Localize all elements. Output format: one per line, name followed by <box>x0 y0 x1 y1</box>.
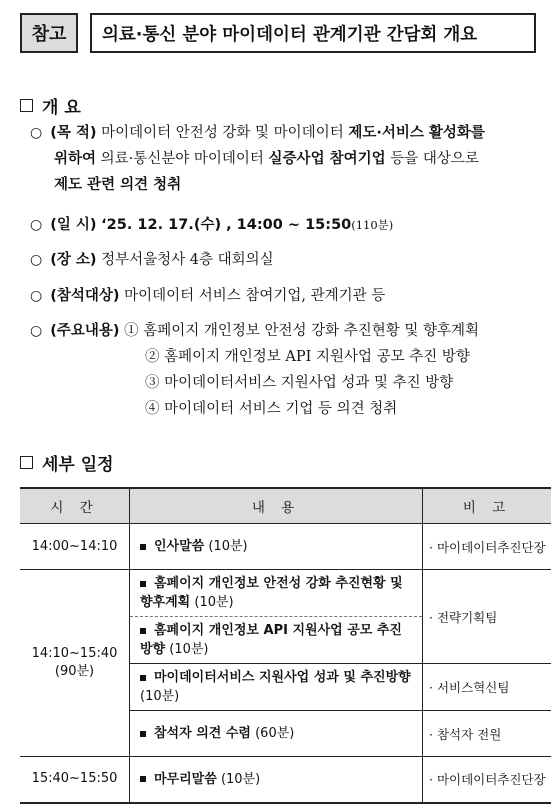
note-cell: · 참석자 전원 <box>423 711 552 757</box>
contents-line-1: ① 홈페이지 개인정보 안전성 강화 추진현황 및 향후계획 <box>124 323 480 339</box>
content-cell: 참석자 의견 수렴 (60분) <box>130 711 423 757</box>
circle-bullet-icon: ○ <box>30 217 43 233</box>
schedule-heading-label: 세부 일정 <box>42 455 114 475</box>
time-cell: 15:40~15:50 <box>20 757 130 803</box>
attendees-item: ○ (참석대상) 마이데이터 서비스 참여기업, 관계기관 등 <box>30 288 386 304</box>
content-cell: 인사말씀 (10분) <box>130 524 423 570</box>
table-row <box>20 757 551 803</box>
circle-bullet-icon: ○ <box>30 252 43 268</box>
square-box-icon <box>20 99 33 112</box>
document-title: 의료·통신 분야 마이데이터 관계기관 간담회 개요 <box>90 13 536 53</box>
time-cell: 14:00~14:10 <box>20 524 130 570</box>
contents-line-4: ④ 마이데이터 서비스 기업 등 의견 청취 <box>145 401 398 417</box>
filled-square-bullet-icon <box>140 675 146 681</box>
header-time: 시 간 <box>20 488 130 524</box>
filled-square-bullet-icon <box>140 544 146 550</box>
square-box-icon <box>20 456 33 469</box>
note-cell: · 전략기획팀 <box>423 570 552 664</box>
content-cell: 마이데이터서비스 지원사업 성과 및 추진방향 (10분) <box>130 664 423 711</box>
time-cell: 14:10~15:40 (90분) <box>20 570 130 757</box>
table-row <box>20 524 551 570</box>
content-cell: 홈페이지 개인정보 API 지원사업 공모 추진 방향 (10분) <box>130 617 423 664</box>
filled-square-bullet-icon <box>140 731 146 737</box>
circle-bullet-icon: ○ <box>30 288 43 304</box>
header-tag: 참고 <box>20 13 78 53</box>
schedule-heading <box>20 450 114 475</box>
header-content: 내 용 <box>130 488 423 524</box>
header-note: 비 고 <box>423 488 552 524</box>
content-cell: 홈페이지 개인정보 안전성 강화 추진현황 및 향후계획 (10분) <box>130 570 423 617</box>
table-header-row <box>20 488 551 524</box>
content-cell: 마무리말씀 (10분) <box>130 757 423 803</box>
place-item: ○ (장 소) 정부서울청사 4층 대회의실 <box>30 252 274 268</box>
date-item: ○ (일 시) ‘25. 12. 17.(수) , 14:00 ~ 15:50(110분) <box>30 217 394 233</box>
contents-line-3: ③ 마이데이터서비스 지원사업 성과 및 추진 방향 <box>145 375 454 391</box>
schedule-table <box>20 487 551 804</box>
purpose-item: ○ (목 적) 마이데이터 안전성 강화 및 마이데이터 제도·서비스 활성화를 위하여 의료·통신분야 마이데이터 실증사업 참여기업 등을 대상으로 제도 관련 의견 청취 <box>30 125 485 193</box>
note-cell: · 서비스혁신팀 <box>423 664 552 711</box>
note-cell: · 마이데이터추진단장 <box>423 524 552 570</box>
circle-bullet-icon: ○ <box>30 323 43 339</box>
overview-heading <box>20 93 81 118</box>
table-row <box>20 570 551 617</box>
contents-item: ○ (주요내용) ① 홈페이지 개인정보 안전성 강화 추진현황 및 향후계획 <box>30 323 480 339</box>
overview-heading-label: 개 요 <box>42 98 81 118</box>
filled-square-bullet-icon <box>140 776 146 782</box>
note-cell: · 마이데이터추진단장 <box>423 757 552 803</box>
circle-bullet-icon: ○ <box>30 125 43 141</box>
filled-square-bullet-icon <box>140 581 146 587</box>
contents-line-2: ② 홈페이지 개인정보 API 지원사업 공모 추진 방향 <box>145 349 470 365</box>
filled-square-bullet-icon <box>140 628 146 634</box>
